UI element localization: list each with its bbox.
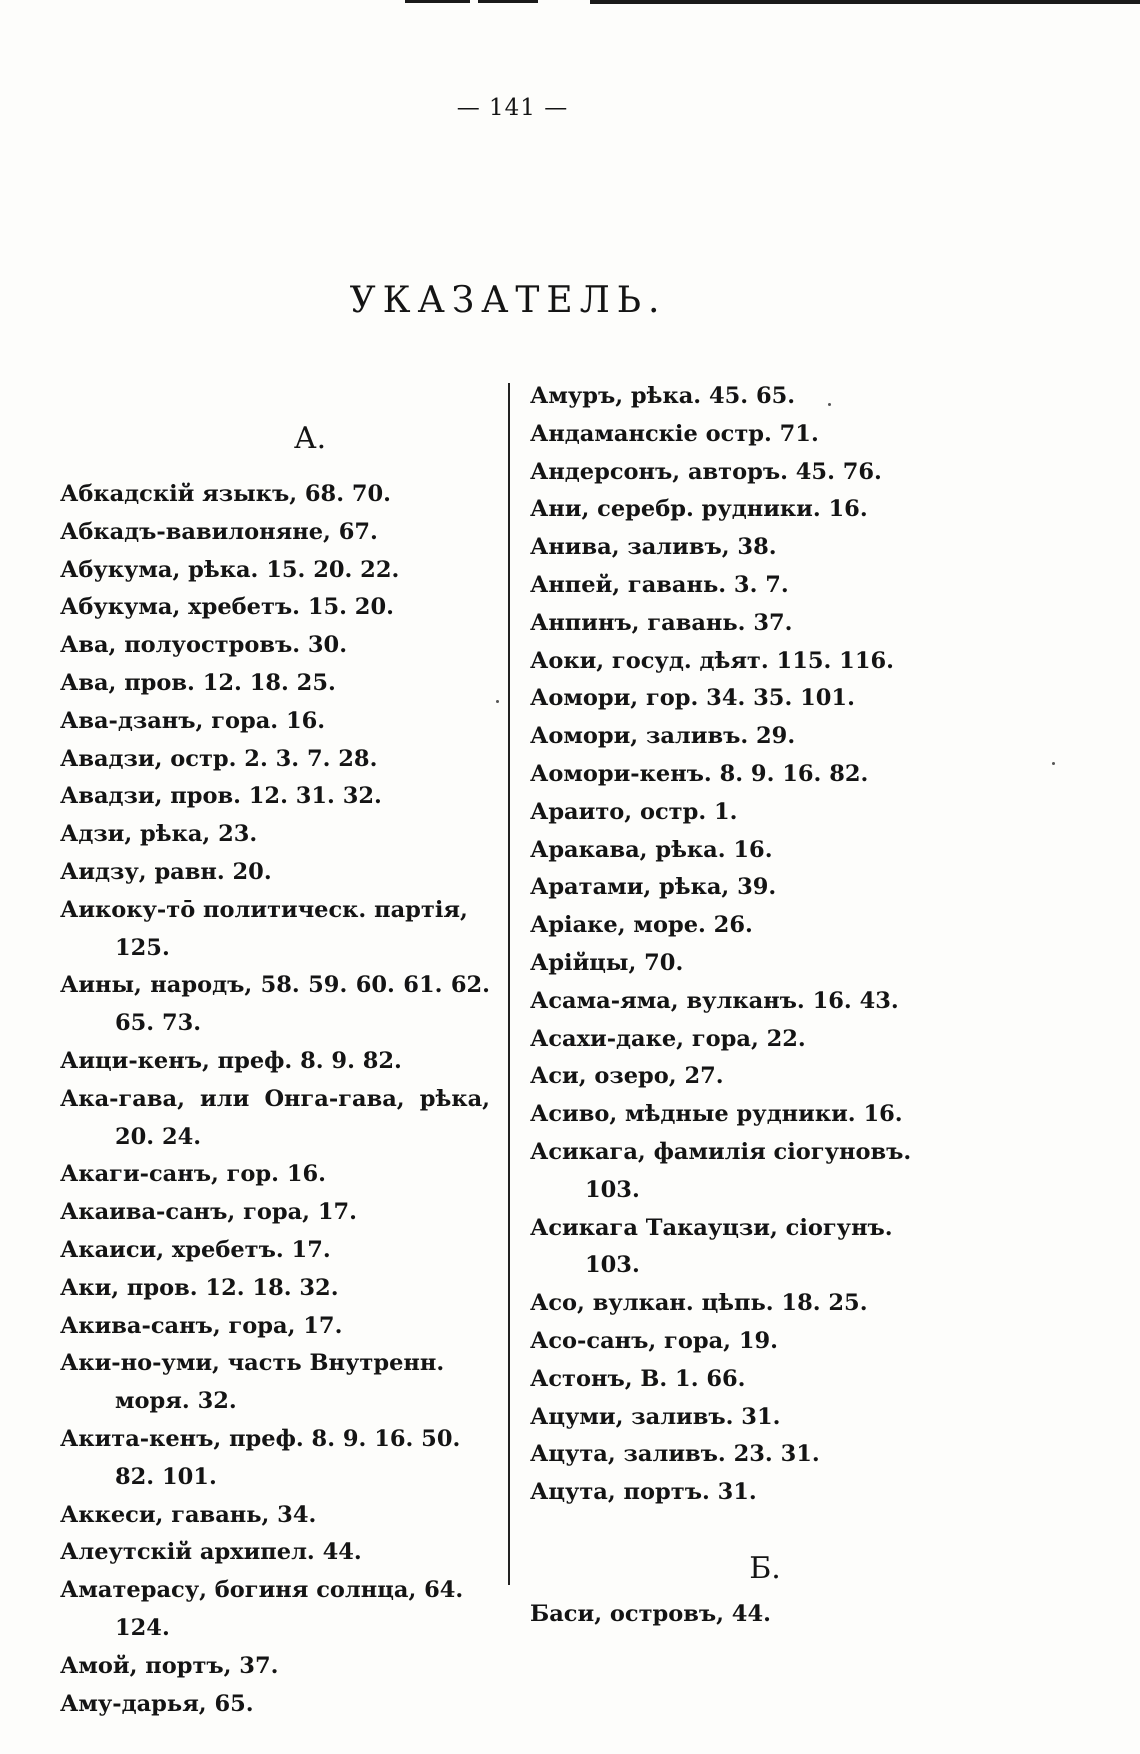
index-entry: Аидзу, равн. 20. [60, 858, 272, 885]
index-entry: Аси, озеро, 27. [530, 1063, 724, 1090]
index-entry: Аины, народъ, 58. 59. 60. 61. 62. 65. 73. [60, 972, 490, 1037]
index-entry: Ацуми, заливъ. 31. [530, 1403, 781, 1430]
index-entry: Ава-дзанъ, гора. 16. [60, 707, 326, 734]
index-entry: Аикоку-тō политическ. партія, 125. [60, 896, 468, 961]
index-entry: Абукума, рѣка. 15. 20. 22. [60, 556, 400, 583]
section-letter-b: Б. [749, 1550, 781, 1586]
index-entry: Амуръ, рѣка. 45. 65. [530, 383, 796, 409]
index-entry: Асиво, мѣдные рудники. 16. [530, 1101, 903, 1128]
index-entry: Асикага, фамилія сіогуновъ. 103. [530, 1138, 912, 1203]
index-entry: Акаиси, хребетъ. 17. [60, 1236, 331, 1263]
index-entry: Аомори-кенъ. 8. 9. 16. 82. [530, 760, 869, 787]
index-entry: Арійцы, 70. [530, 949, 684, 976]
index-entry: Аоки, госуд. дѣят. 115. 116. [530, 647, 894, 674]
section-letter-a: А. [293, 421, 327, 456]
top-edge-rule [478, 0, 538, 3]
index-entry: Аки, пров. 12. 18. 32. [60, 1274, 339, 1301]
index-entry: Ацута, заливъ. 23. 31. [530, 1441, 820, 1468]
index-entry: Акаива-санъ, гора, 17. [60, 1199, 357, 1226]
index-entry: Адзи, рѣка, 23. [60, 821, 258, 848]
index-entry: Асикага Такауцзи, сіогунъ. 103. [530, 1214, 893, 1279]
index-entry: Андерсонъ, авторъ. 45. 76. [530, 458, 882, 485]
index-entry: Аматерасу, богиня солнца, 64. 124. [60, 1577, 464, 1641]
print-speck [496, 700, 499, 703]
index-entry: Анпей, гавань. 3. 7. [530, 571, 789, 598]
index-entry: Аму-дарья, 65. [60, 1690, 254, 1717]
index-entry: Ани, серебр. рудники. 16. [530, 496, 868, 523]
index-entry: Асахи-даке, гора, 22. [530, 1025, 806, 1052]
index-entry: Ака-гава, или Онга-гава, рѣка, 20. 24. [60, 1085, 490, 1150]
index-entry: Андаманскіе остр. 71. [530, 420, 819, 447]
index-entry: Акива-санъ, гора, 17. [60, 1312, 343, 1339]
index-entry: Аомори, заливъ. 29. [530, 723, 796, 750]
index-entry: Абкадъ-вавилоняне, 67. [60, 518, 378, 545]
index-entry: Анпинъ, гавань. 37. [530, 609, 793, 636]
top-edge-rule [590, 0, 1140, 4]
index-entry: Астонъ, В. 1. 66. [530, 1365, 746, 1392]
index-entry: Аккеси, гавань, 34. [60, 1501, 317, 1528]
index-entry: Асама-яма, вулканъ. 16. 43. [530, 987, 899, 1014]
print-speck [828, 403, 831, 406]
page-title: УКАЗАТЕЛЬ. [349, 280, 667, 321]
index-entry: Акита-кенъ, преф. 8. 9. 16. 50. 82. 101. [60, 1425, 461, 1490]
index-entry: Ацута, портъ. 31. [530, 1479, 757, 1506]
index-entry: Асо, вулкан. цѣпь. 18. 25. [530, 1290, 868, 1317]
index-entry: Аомори, гор. 34. 35. 101. [530, 685, 855, 712]
index-entry: Араито, остр. 1. [530, 798, 738, 825]
index-entry: Аратами, рѣка, 39. [530, 874, 777, 901]
print-speck [1052, 762, 1055, 765]
index-entry: Ава, пров. 12. 18. 25. [60, 669, 336, 696]
index-entry: Асо-санъ, гора, 19. [530, 1327, 778, 1354]
index-entry: Аки-но-уми, часть Внутренн. моря. 32. [60, 1350, 445, 1415]
index-entry: Акаги-санъ, гор. 16. [60, 1161, 326, 1188]
index-entry: Аріаке, море. 26. [530, 912, 753, 939]
page-number: — 141 — [456, 95, 569, 121]
index-entry: Абкадскій языкъ, 68. 70. [60, 481, 392, 507]
index-entry: Аици-кенъ, преф. 8. 9. 82. [60, 1047, 402, 1074]
index-column-left [60, 412, 490, 1723]
index-entry: Авадзи, остр. 2. 3. 7. 28. [60, 745, 378, 772]
index-entry: Анива, заливъ, 38. [530, 534, 777, 561]
column-divider [508, 383, 510, 1585]
index-entry: Аракава, рѣка. 16. [530, 836, 773, 863]
index-entry: Амой, портъ, 37. [60, 1652, 279, 1679]
index-entry: Ава, полуостровъ. 30. [60, 632, 348, 659]
index-entry: Абукума, хребетъ. 15. 20. [60, 594, 394, 621]
index-entry: Баси, островъ, 44. [530, 1600, 771, 1627]
top-edge-rule [405, 0, 470, 3]
index-column-right [530, 378, 920, 1634]
index-entry: Авадзи, пров. 12. 31. 32. [60, 783, 382, 810]
index-entry: Алеутскій архипел. 44. [60, 1539, 362, 1566]
